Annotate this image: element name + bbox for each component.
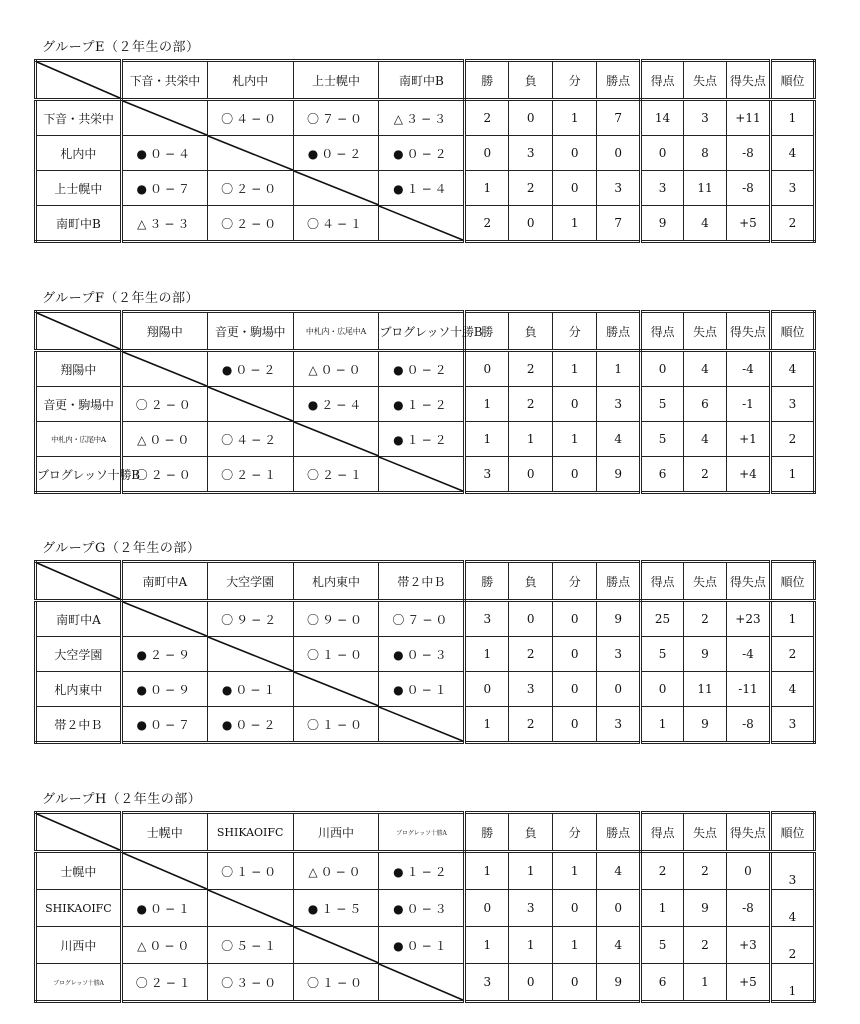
stat-points: 7 (597, 100, 641, 136)
stat-goal-diff: -8 (726, 171, 770, 206)
column-goals-for: 得点 (641, 813, 684, 852)
match-result: 〇７−０ (379, 601, 465, 637)
match-result: △０−０ (293, 852, 379, 890)
match-result: 〇２−０ (121, 457, 207, 493)
match-result: ●１−２ (379, 387, 465, 422)
stat-points: 4 (597, 852, 641, 890)
column-goals-for: 得点 (641, 562, 684, 601)
match-result: 〇２−１ (207, 457, 293, 493)
stat-goal-diff: +23 (726, 601, 770, 637)
stat-goals-for: 25 (641, 601, 684, 637)
stat-goals-against: 2 (684, 927, 727, 964)
column-draw: 分 (553, 312, 597, 351)
stat-win: 3 (465, 964, 509, 1002)
diagonal-cell (121, 601, 207, 637)
column-draw: 分 (553, 562, 597, 601)
column-team: 札内中 (207, 61, 293, 100)
stat-loss: 2 (509, 707, 553, 743)
header-row (36, 813, 815, 852)
table-row (36, 351, 815, 387)
stat-loss: 0 (509, 100, 553, 136)
stat-draw: 0 (553, 136, 597, 171)
stat-loss: 3 (509, 672, 553, 707)
stat-draw: 1 (553, 422, 597, 457)
diagonal-cell (121, 852, 207, 890)
column-goals-for: 得点 (641, 312, 684, 351)
league-table (34, 811, 816, 1003)
column-goal-diff: 得失点 (726, 61, 770, 100)
match-result: ●０−２ (379, 136, 465, 171)
column-points: 勝点 (597, 312, 641, 351)
table-row (36, 927, 815, 964)
column-goal-diff: 得失点 (726, 813, 770, 852)
stat-rank: 1 (770, 457, 814, 493)
stat-goal-diff: -8 (726, 136, 770, 171)
stat-goals-against: 9 (684, 637, 727, 672)
column-team: 南町中A (121, 562, 207, 601)
stat-win: 1 (465, 422, 509, 457)
row-team: 帯２中Ｂ (36, 707, 122, 743)
stat-points: 9 (597, 457, 641, 493)
stat-goals-against: 9 (684, 890, 727, 927)
diagonal-cell (121, 100, 207, 136)
column-draw: 分 (553, 813, 597, 852)
stat-loss: 3 (509, 890, 553, 927)
stat-goals-against: 8 (684, 136, 727, 171)
match-result: ●２−４ (293, 387, 379, 422)
column-team: SHIKAOIFC (207, 813, 293, 852)
table-row (36, 637, 815, 672)
match-result: 〇２−０ (121, 387, 207, 422)
header-row (36, 562, 815, 601)
header-row (36, 312, 815, 351)
group-e (34, 37, 816, 243)
match-result: △０−０ (121, 927, 207, 964)
stat-goals-for: 0 (641, 672, 684, 707)
stat-rank: 1 (770, 100, 814, 136)
diagonal-cell (207, 890, 293, 927)
stat-draw: 0 (553, 387, 597, 422)
match-result: ●０−７ (121, 707, 207, 743)
stat-rank: 1 (770, 964, 814, 1002)
diagonal-cell (207, 387, 293, 422)
stat-draw: 1 (553, 206, 597, 242)
stat-goals-for: 5 (641, 927, 684, 964)
column-goals-against: 失点 (684, 61, 727, 100)
column-goals-against: 失点 (684, 813, 727, 852)
table-row (36, 387, 815, 422)
corner-cell (36, 312, 122, 351)
stat-win: 1 (465, 707, 509, 743)
stat-win: 0 (465, 890, 509, 927)
diagonal-cell (121, 351, 207, 387)
diagonal-cell (379, 457, 465, 493)
stat-goal-diff: +5 (726, 206, 770, 242)
diagonal-cell (293, 422, 379, 457)
league-table (34, 59, 816, 243)
row-team: 中札内・広尾中A (36, 422, 122, 457)
group-h (34, 789, 816, 1003)
stat-goals-for: 5 (641, 387, 684, 422)
table-row (36, 100, 815, 136)
column-team: 音更・駒場中 (207, 312, 293, 351)
match-result: ●０−２ (207, 707, 293, 743)
column-loss: 負 (509, 562, 553, 601)
column-goals-against: 失点 (684, 562, 727, 601)
row-team: 札内東中 (36, 672, 122, 707)
match-result: ●０−１ (379, 927, 465, 964)
column-team: ブログレッソ十勝B (379, 312, 465, 351)
stat-rank: 2 (770, 422, 814, 457)
stat-goals-against: 2 (684, 852, 727, 890)
table-row (36, 422, 815, 457)
column-team: 札内東中 (293, 562, 379, 601)
row-team: 士幌中 (36, 852, 122, 890)
stat-draw: 0 (553, 964, 597, 1002)
stat-points: 4 (597, 927, 641, 964)
column-goal-diff: 得失点 (726, 312, 770, 351)
stat-goals-against: 11 (684, 171, 727, 206)
corner-cell (36, 562, 122, 601)
stat-win: 3 (465, 601, 509, 637)
stat-points: 0 (597, 890, 641, 927)
stat-draw: 0 (553, 601, 597, 637)
group-g (34, 538, 816, 744)
stat-goal-diff: +4 (726, 457, 770, 493)
match-result: 〇１−０ (293, 707, 379, 743)
match-result: 〇４−１ (293, 206, 379, 242)
stat-draw: 0 (553, 637, 597, 672)
diagonal-cell (379, 964, 465, 1002)
stat-loss: 1 (509, 852, 553, 890)
match-result: ●０−１ (379, 672, 465, 707)
stat-goals-for: 1 (641, 890, 684, 927)
match-result: ●０−１ (207, 672, 293, 707)
stat-goals-for: 3 (641, 171, 684, 206)
stat-win: 1 (465, 927, 509, 964)
match-result: 〇４−０ (207, 100, 293, 136)
stat-points: 3 (597, 637, 641, 672)
match-result: ●０−４ (121, 136, 207, 171)
match-result: 〇３−０ (207, 964, 293, 1002)
row-team: 下音・共栄中 (36, 100, 122, 136)
stat-draw: 1 (553, 100, 597, 136)
stat-goals-for: 2 (641, 852, 684, 890)
stat-draw: 1 (553, 927, 597, 964)
stat-win: 2 (465, 206, 509, 242)
stat-loss: 2 (509, 351, 553, 387)
column-loss: 負 (509, 312, 553, 351)
column-goals-for: 得点 (641, 61, 684, 100)
stat-goals-against: 2 (684, 457, 727, 493)
league-table (34, 310, 816, 494)
stat-draw: 0 (553, 890, 597, 927)
stat-points: 9 (597, 964, 641, 1002)
stat-goals-for: 6 (641, 964, 684, 1002)
stat-rank: 2 (770, 927, 814, 964)
column-points: 勝点 (597, 562, 641, 601)
stat-goal-diff: -4 (726, 351, 770, 387)
table-row (36, 601, 815, 637)
stat-goals-against: 11 (684, 672, 727, 707)
match-result: △０−０ (121, 422, 207, 457)
group-title: グループH（２年生の部） (42, 792, 202, 807)
stat-win: 3 (465, 457, 509, 493)
table-row (36, 457, 815, 493)
stat-loss: 2 (509, 171, 553, 206)
diagonal-cell (379, 707, 465, 743)
match-result: 〇５−１ (207, 927, 293, 964)
group-title: グループF（２年生の部） (42, 291, 199, 306)
match-result: ●０−２ (207, 351, 293, 387)
stat-points: 3 (597, 707, 641, 743)
column-team: 下音・共栄中 (121, 61, 207, 100)
table-row (36, 136, 815, 171)
stat-rank: 4 (770, 351, 814, 387)
match-result: 〇１−０ (207, 852, 293, 890)
stat-goal-diff: +5 (726, 964, 770, 1002)
diagonal-cell (379, 206, 465, 242)
row-team: 川西中 (36, 927, 122, 964)
group-f (34, 288, 816, 494)
match-result: 〇２−１ (293, 457, 379, 493)
stat-rank: 4 (770, 890, 814, 927)
stat-points: 4 (597, 422, 641, 457)
match-result: 〇２−０ (207, 171, 293, 206)
column-team: 士幌中 (121, 813, 207, 852)
stat-loss: 0 (509, 206, 553, 242)
match-result: ●０−２ (379, 351, 465, 387)
table-row (36, 964, 815, 1002)
stat-goals-against: 2 (684, 601, 727, 637)
table-row (36, 707, 815, 743)
stat-goal-diff: +1 (726, 422, 770, 457)
stat-goals-for: 0 (641, 351, 684, 387)
row-team: 翔陽中 (36, 351, 122, 387)
row-team: SHIKAOIFC (36, 890, 122, 927)
match-result: 〇１−０ (293, 964, 379, 1002)
diagonal-cell (293, 171, 379, 206)
diagonal-cell (207, 136, 293, 171)
stat-goal-diff: +11 (726, 100, 770, 136)
stat-rank: 3 (770, 387, 814, 422)
match-result: ●１−５ (293, 890, 379, 927)
diagonal-cell (293, 672, 379, 707)
stat-rank: 2 (770, 206, 814, 242)
stat-goals-for: 14 (641, 100, 684, 136)
column-win: 勝 (465, 562, 509, 601)
match-result: ●０−７ (121, 171, 207, 206)
stat-draw: 0 (553, 171, 597, 206)
match-result: ●０−１ (121, 890, 207, 927)
stat-loss: 1 (509, 422, 553, 457)
stat-points: 7 (597, 206, 641, 242)
column-team: ブログレッソ十勝A (379, 813, 465, 852)
match-result: ●１−４ (379, 171, 465, 206)
match-result: ●１−２ (379, 852, 465, 890)
match-result: △３−３ (379, 100, 465, 136)
table-row (36, 890, 815, 927)
stat-goals-for: 5 (641, 637, 684, 672)
stat-rank: 3 (770, 171, 814, 206)
stat-goals-for: 0 (641, 136, 684, 171)
match-result: △０−０ (293, 351, 379, 387)
column-goals-against: 失点 (684, 312, 727, 351)
match-result: ●２−９ (121, 637, 207, 672)
stat-draw: 0 (553, 457, 597, 493)
corner-cell (36, 813, 122, 852)
column-draw: 分 (553, 61, 597, 100)
stat-goals-against: 1 (684, 964, 727, 1002)
stat-loss: 0 (509, 964, 553, 1002)
stat-goals-against: 4 (684, 422, 727, 457)
stat-rank: 4 (770, 136, 814, 171)
stat-goals-for: 6 (641, 457, 684, 493)
stat-draw: 1 (553, 351, 597, 387)
column-team: 上士幌中 (293, 61, 379, 100)
stat-loss: 2 (509, 387, 553, 422)
row-team: 上士幌中 (36, 171, 122, 206)
stat-goal-diff: +3 (726, 927, 770, 964)
stat-points: 9 (597, 601, 641, 637)
column-loss: 負 (509, 813, 553, 852)
match-result: ●１−２ (379, 422, 465, 457)
column-rank: 順位 (770, 813, 814, 852)
group-title: グループE（２年生の部） (42, 40, 200, 55)
match-result: ●０−３ (379, 637, 465, 672)
column-points: 勝点 (597, 813, 641, 852)
stat-goals-against: 4 (684, 206, 727, 242)
stat-goal-diff: -11 (726, 672, 770, 707)
column-team: 翔陽中 (121, 312, 207, 351)
stat-win: 0 (465, 136, 509, 171)
stat-win: 0 (465, 351, 509, 387)
match-result: ●０−９ (121, 672, 207, 707)
stat-goals-against: 9 (684, 707, 727, 743)
column-points: 勝点 (597, 61, 641, 100)
match-result: 〇９−２ (207, 601, 293, 637)
row-team: ブログレッソ十勝B (36, 457, 122, 493)
column-team: 中札内・広尾中A (293, 312, 379, 351)
column-rank: 順位 (770, 61, 814, 100)
match-result: 〇４−２ (207, 422, 293, 457)
column-win: 勝 (465, 312, 509, 351)
stat-points: 3 (597, 387, 641, 422)
stat-rank: 3 (770, 852, 814, 890)
match-result: 〇９−０ (293, 601, 379, 637)
stat-win: 1 (465, 637, 509, 672)
stat-rank: 4 (770, 672, 814, 707)
stat-win: 1 (465, 852, 509, 890)
stat-rank: 1 (770, 601, 814, 637)
column-team: 川西中 (293, 813, 379, 852)
row-team: 音更・駒場中 (36, 387, 122, 422)
stat-rank: 2 (770, 637, 814, 672)
row-team: 札内中 (36, 136, 122, 171)
row-team: 南町中A (36, 601, 122, 637)
column-loss: 負 (509, 61, 553, 100)
stat-goals-for: 9 (641, 206, 684, 242)
match-result: 〇２−１ (121, 964, 207, 1002)
match-result: △３−３ (121, 206, 207, 242)
stat-loss: 1 (509, 927, 553, 964)
column-goal-diff: 得失点 (726, 562, 770, 601)
match-result: ●０−２ (293, 136, 379, 171)
stat-goal-diff: -8 (726, 890, 770, 927)
row-team: 大空学園 (36, 637, 122, 672)
corner-cell (36, 61, 122, 100)
column-win: 勝 (465, 61, 509, 100)
table-row (36, 672, 815, 707)
stat-points: 0 (597, 136, 641, 171)
stat-points: 1 (597, 351, 641, 387)
column-team: 南町中B (379, 61, 465, 100)
stat-goal-diff: -8 (726, 707, 770, 743)
match-result: 〇２−０ (207, 206, 293, 242)
stat-goal-diff: -4 (726, 637, 770, 672)
table-row (36, 852, 815, 890)
stat-goal-diff: 0 (726, 852, 770, 890)
stat-loss: 0 (509, 601, 553, 637)
diagonal-cell (293, 927, 379, 964)
stat-goals-against: 4 (684, 351, 727, 387)
stat-goal-diff: -1 (726, 387, 770, 422)
stat-goals-for: 5 (641, 422, 684, 457)
stat-goals-for: 1 (641, 707, 684, 743)
match-result: 〇１−０ (293, 637, 379, 672)
diagonal-cell (207, 637, 293, 672)
stat-points: 3 (597, 171, 641, 206)
column-team: 大空学園 (207, 562, 293, 601)
stat-goals-against: 3 (684, 100, 727, 136)
stat-goals-against: 6 (684, 387, 727, 422)
stat-rank: 3 (770, 707, 814, 743)
stat-loss: 0 (509, 457, 553, 493)
stat-win: 1 (465, 171, 509, 206)
row-team: ブログレッソ十勝A (36, 964, 122, 1002)
stat-draw: 1 (553, 852, 597, 890)
stat-points: 0 (597, 672, 641, 707)
stat-draw: 0 (553, 672, 597, 707)
column-win: 勝 (465, 813, 509, 852)
match-result: ●０−３ (379, 890, 465, 927)
league-table (34, 560, 816, 744)
stat-win: 2 (465, 100, 509, 136)
row-team: 南町中B (36, 206, 122, 242)
column-rank: 順位 (770, 562, 814, 601)
header-row (36, 61, 815, 100)
stat-draw: 0 (553, 707, 597, 743)
stat-loss: 2 (509, 637, 553, 672)
column-rank: 順位 (770, 312, 814, 351)
stat-win: 1 (465, 387, 509, 422)
column-team: 帯２中Ｂ (379, 562, 465, 601)
table-row (36, 206, 815, 242)
table-row (36, 171, 815, 206)
stat-loss: 3 (509, 136, 553, 171)
group-title: グループG（２年生の部） (42, 541, 201, 556)
stat-win: 0 (465, 672, 509, 707)
match-result: 〇７−０ (293, 100, 379, 136)
